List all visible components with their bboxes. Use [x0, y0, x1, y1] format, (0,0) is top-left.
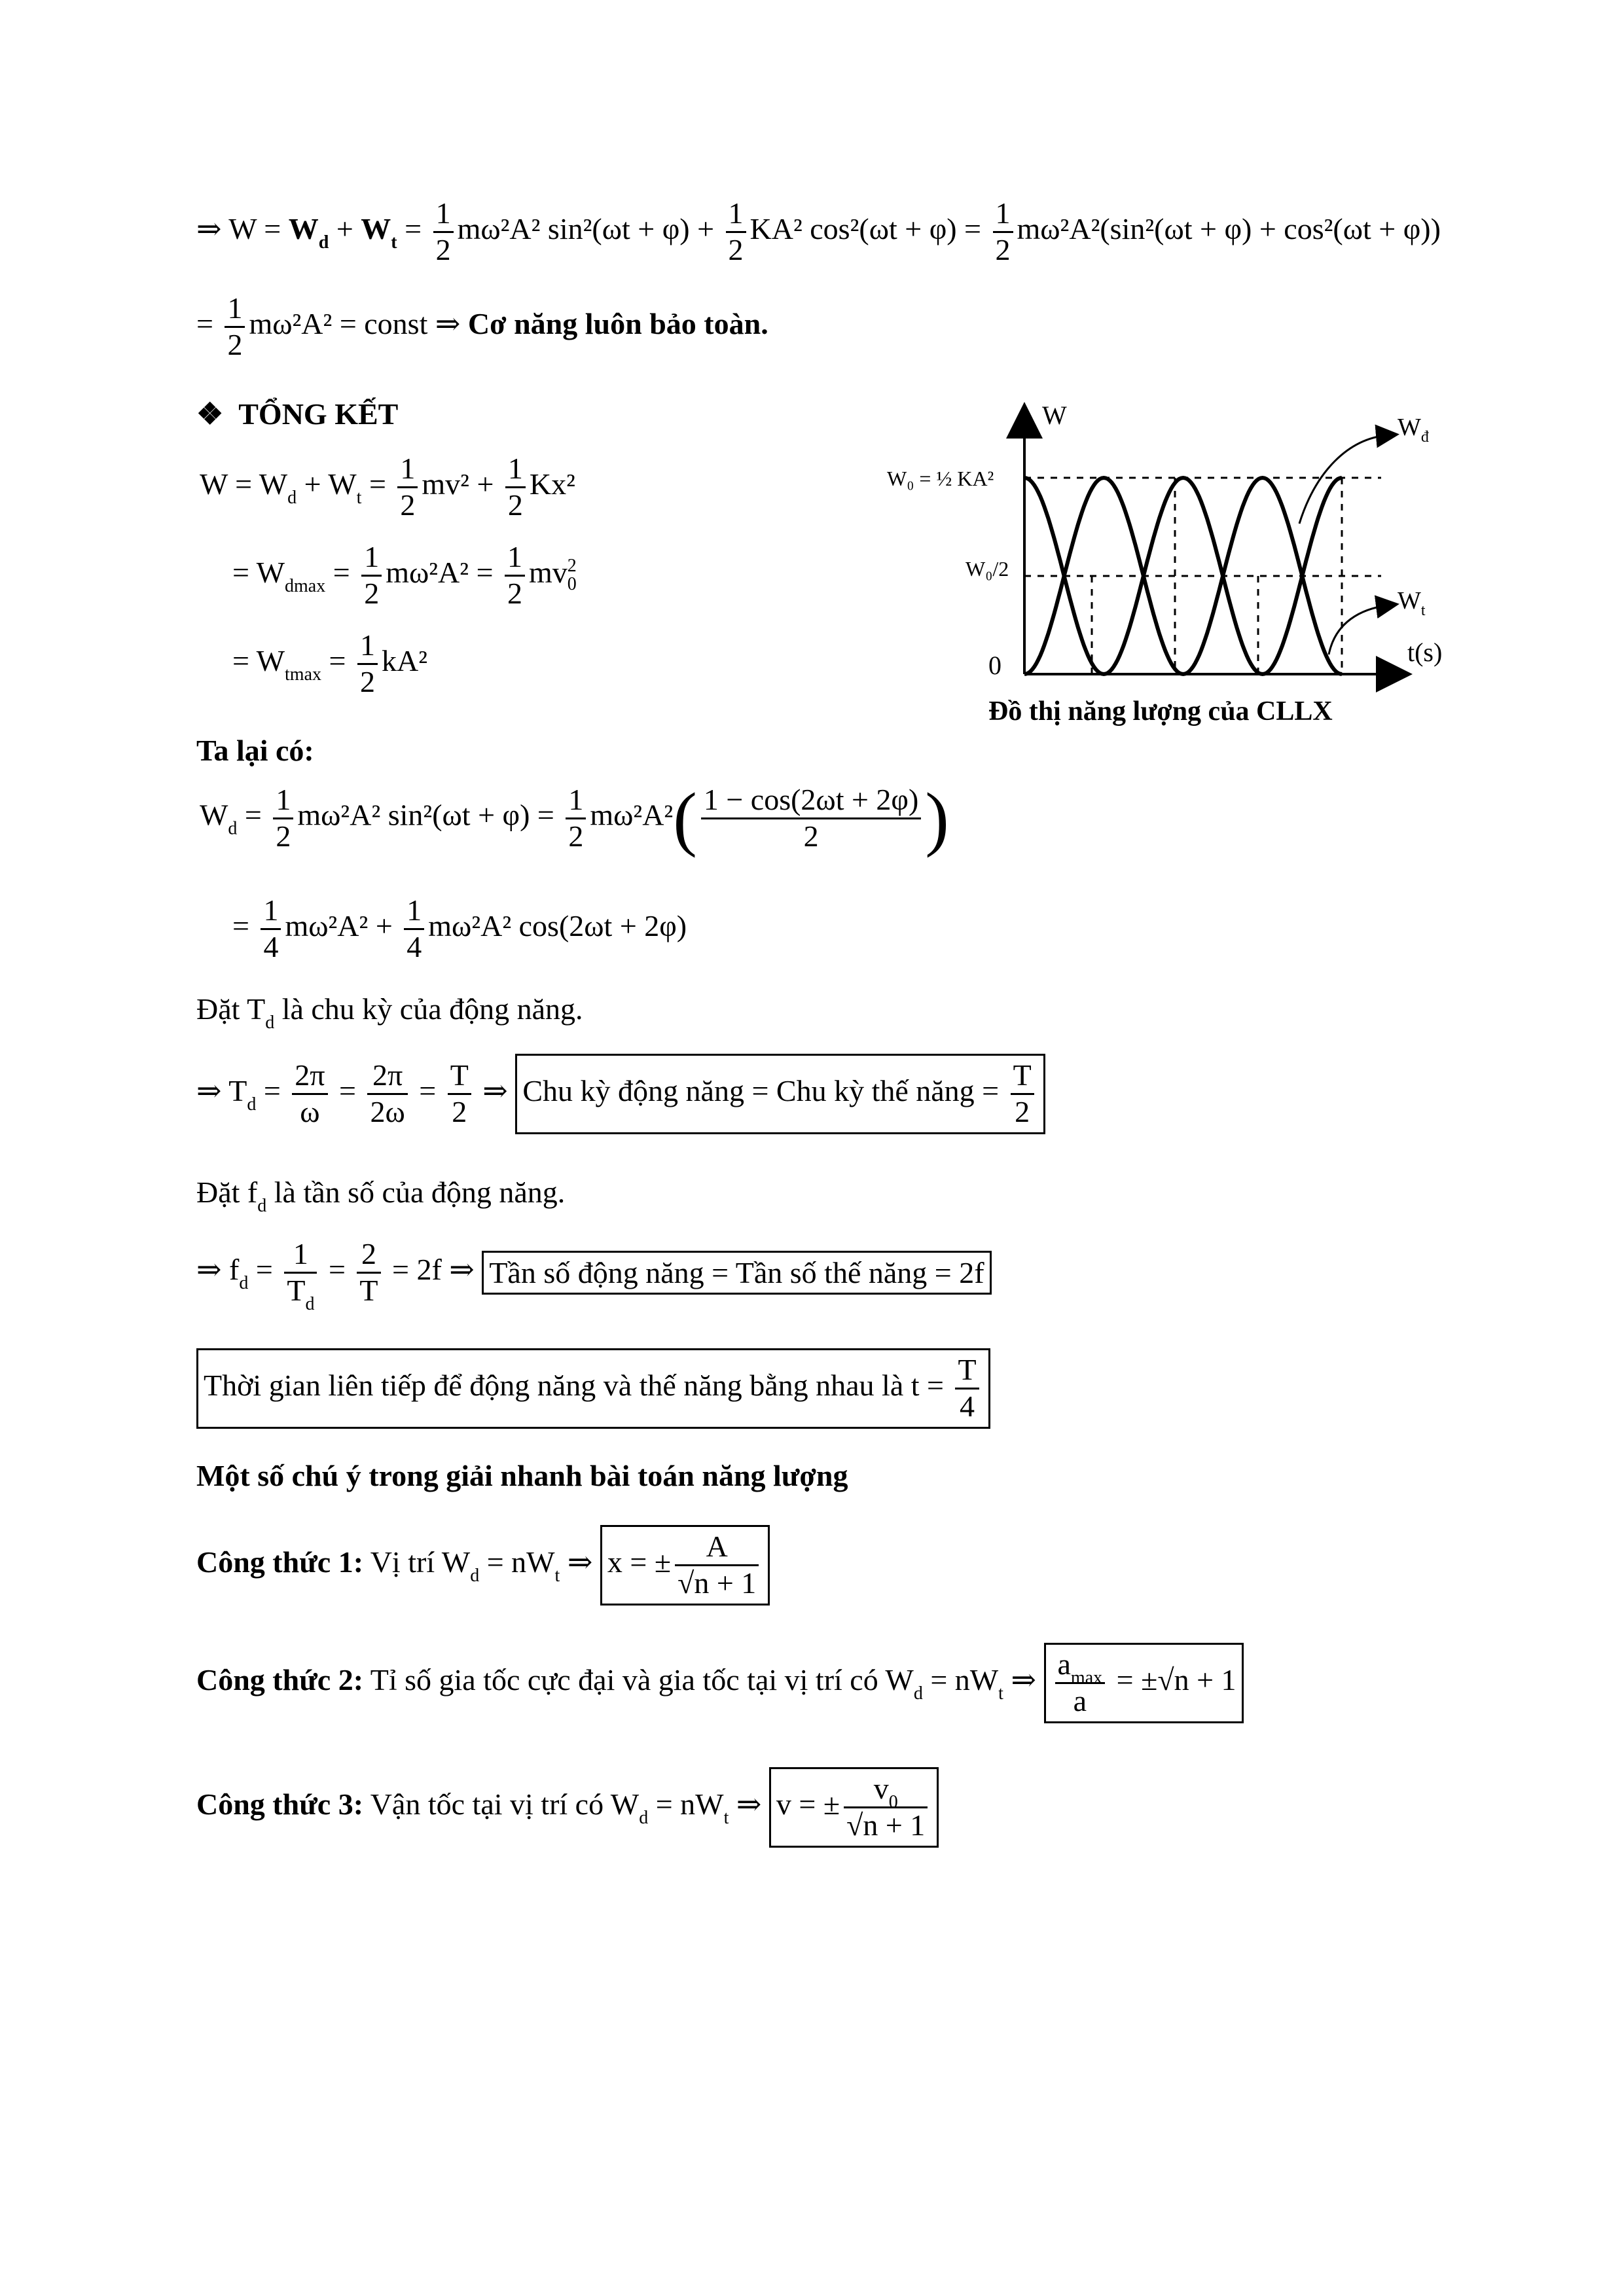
- equal-time-box: Thời gian liên tiếp để động năng và thế năng bằng nhau là t = $\frac{T}{4}$: [196, 1348, 990, 1429]
- y-axis-label: W: [1042, 401, 1067, 430]
- fraction-one-half: $\frac{1}{2}$: [726, 196, 746, 268]
- frequency-result-box: Tần số động năng = Tần số thế năng = 2f: [482, 1251, 991, 1295]
- summary-formula-3: = $W_{tmax}$ = $\frac{1}{2}$ kA²: [232, 628, 427, 698]
- period-formula: ⇒ $T_d$ = $\frac{2\pi}{\omega}$ = $\frac{2\pi}{2\omega}$ = $\frac{T}{2}$ ⇒ Chu kỳ động năng = Chu kỳ thế năng = $\frac{T}{2}$: [196, 1054, 1045, 1134]
- notes-heading: Một số chú ý trong giải nhanh bài toán năng lượng: [196, 1459, 848, 1492]
- energy-sum-equation: ⇒ $W = W_d + W_t$ = $\frac{1}{2}$ mω²A² sin²(ωt + φ) + $\frac{1}{2}$ KA² cos²(ωt + φ) = $\frac{1}{2}$ mω²A²(sin²(ωt + φ) + cos²(ωt + φ)): [196, 196, 1441, 266]
- formula-1: Công thức 1: Vị trí $W_d = nW_t$ ⇒ x = ± $\frac{A}{√n + 1}$: [196, 1525, 770, 1605]
- origin-label: 0: [988, 651, 1001, 680]
- fraction-one-half: $\frac{1}{2}$: [993, 196, 1013, 268]
- half-w0-label: W₀/2: [965, 557, 1009, 581]
- fraction-one-half: $\frac{1}{2}$: [433, 196, 454, 268]
- derivation-heading: Ta lại có:: [196, 734, 314, 767]
- frequency-definition: Đặt $f_d$ là tần số của động năng.: [196, 1175, 566, 1216]
- formula-3: Công thức 3: Vận tốc tại vị trí có $W_d = nW_t$ ⇒ v = ± $\frac{v_0}{√n + 1}$: [196, 1767, 939, 1848]
- formula-2-box: $\frac{a_{max}}{a}$ = ±√n + 1: [1044, 1643, 1244, 1723]
- wt-label: $W_t$: [1398, 587, 1426, 619]
- summary-formula-2: = $W_{dmax}$ = $\frac{1}{2}$ mω²A² = $\frac{1}{2}$ mv 2 0: [232, 540, 577, 610]
- conservation-statement: Cơ năng luôn bảo toàn.: [467, 306, 768, 340]
- wt-pointer-arrow: [1329, 605, 1388, 655]
- energy-chart: [871, 393, 1460, 733]
- chart-caption: Đồ thị năng lượng của CLLX: [988, 696, 1333, 726]
- energy-conservation-line: = $\frac{1}{2}$ mω²A² = const ⇒ Cơ năng luôn bảo toàn.: [196, 291, 768, 361]
- frequency-formula: ⇒ $f_d$ = $\frac{1}{T_d}$ = $\frac{2}{T}$ = 2f ⇒ Tần số động năng = Tần số thế năng = 2f: [196, 1237, 992, 1308]
- formula-3-box: v = ± $\frac{v_0}{√n + 1}$: [769, 1767, 939, 1848]
- formula-2: Công thức 2: Tỉ số gia tốc cực đại và gia tốc tại vị trí có $W_d = nW_t$ ⇒ $\frac{a_{max}}{a}$ = ±√n + 1: [196, 1643, 1244, 1723]
- fraction-one-half: $\frac{1}{2}$: [225, 291, 245, 363]
- period-definition: Đặt $T_d$ là chu kỳ của động năng.: [196, 992, 583, 1033]
- kinetic-energy-formula: $W_d$ = $\frac{1}{2}$ mω²A² sin²(ωt + φ) = $\frac{1}{2}$ mω²A²( $\frac{1 - \cos(2\omega t + 2\varphi)}{2}$ ): [200, 778, 949, 858]
- x-axis-label: t(s): [1407, 637, 1443, 667]
- kinetic-energy-expanded: = $\frac{1}{4}$ mω²A² + $\frac{1}{4}$ mω²A² cos(2ωt + 2φ): [232, 893, 687, 963]
- wd-label: $W_đ$: [1398, 414, 1429, 446]
- wd-pointer-arrow: [1299, 435, 1388, 524]
- formula-1-box: x = ± $\frac{A}{√n + 1}$: [600, 1525, 770, 1605]
- period-result-box: Chu kỳ động năng = Chu kỳ thế năng = $\frac{T}{2}$: [515, 1054, 1045, 1134]
- w0-label: W₀ = ½ KA²: [887, 467, 994, 490]
- diamond-bullet-icon: ❖: [196, 397, 224, 431]
- equal-energy-time: [196, 1348, 990, 1429]
- summary-formula-1: $W = W_d + W_t$ = $\frac{1}{2}$ mv² + $\frac{1}{2}$ Kx²: [200, 452, 575, 522]
- summary-heading: ❖ TỔNG KẾT: [196, 397, 399, 431]
